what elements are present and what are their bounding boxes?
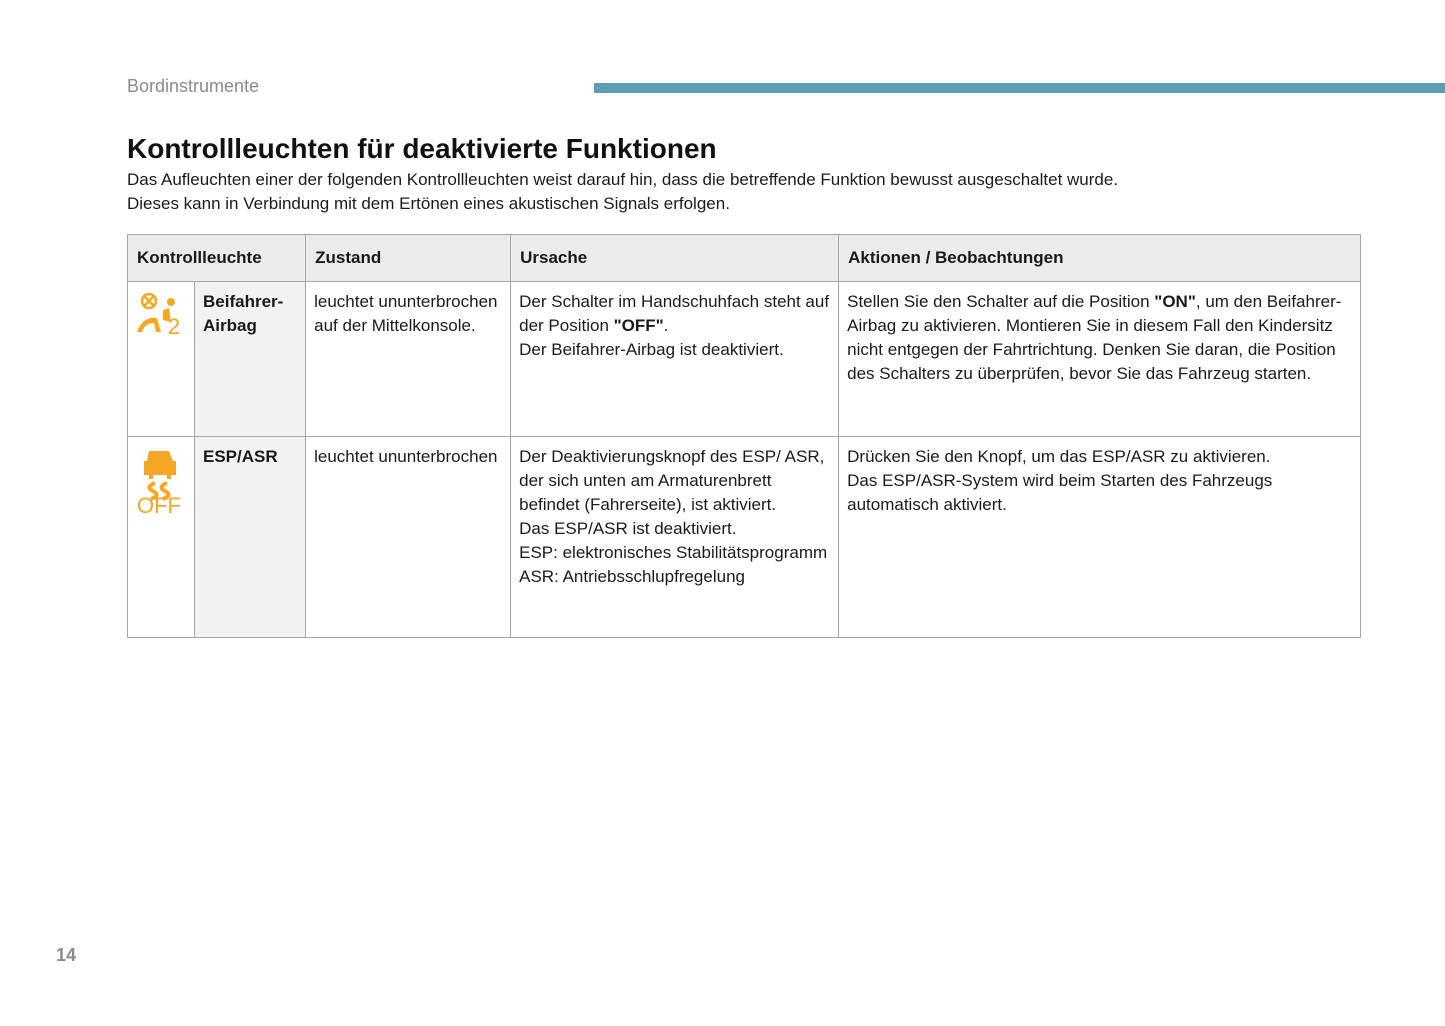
col-header: Aktionen / Beobachtungen [839,235,1361,282]
page-title: Kontrollleuchten für deaktivierte Funktionen [127,133,717,164]
page-number: 14 [56,945,77,965]
section-title: Bordinstrumente [127,76,260,96]
esp-off-icon [128,437,195,638]
passenger-airbag-off-icon [128,282,195,437]
col-header: Kontrollleuchte [128,235,306,282]
header-accent-bar [594,83,1445,93]
svg-text:OFF: OFF [137,493,181,513]
cause: Der Schalter im Handschuhfach steht auf der Position "OFF". Der Beifahrer-Airbag ist deaktiviert. [511,282,839,437]
state: leuchtet ununterbrochen [306,437,511,638]
action: Drücken Sie den Knopf, um das ESP/ASR zu aktivieren. Das ESP/ASR-System wird beim Starten des Fahrzeugs automatisch aktiviert. [839,437,1361,638]
col-header: Zustand [306,235,511,282]
action: Stellen Sie den Schalter auf die Position "ON", um den Beifahrer-Airbag zu aktivieren. Montieren Sie in diesem Fall den Kindersitz nicht entgegen der Fahrtrichtung. Denken Sie daran, die Position des Schalters zu überprüfen, bevor Sie das Fahrzeug starten. [839,282,1361,437]
col-header: Ursache [511,235,839,282]
light-name: Beifahrer-Airbag [195,282,306,437]
warning-lights-table [127,234,1361,638]
state: leuchtet ununterbrochen auf der Mittelkonsole. [306,282,511,437]
intro-line: Das Aufleuchten einer der folgenden Kontrollleuchten weist darauf hin, dass die betreffende Funktion bewusst ausgeschaltet wurde. [127,170,1119,189]
svg-text:2: 2 [168,314,181,336]
table-row [128,437,1361,638]
cause: Der Deaktivierungsknopf des ESP/ ASR, der sich unten am Armaturenbrett befindet (Fahrerseite), ist aktiviert. Das ESP/ASR ist deaktiviert. ESP: elektronisches Stabilitätsprogramm ASR: Antriebsschlupfregelung [511,437,839,638]
intro-line: Dieses kann in Verbindung mit dem Ertönen eines akustischen Signals erfolgen. [127,194,730,213]
light-name: ESP/ASR [195,437,306,638]
intro-text [127,168,1118,216]
table-row [128,282,1361,437]
table-header-row [128,235,1361,282]
